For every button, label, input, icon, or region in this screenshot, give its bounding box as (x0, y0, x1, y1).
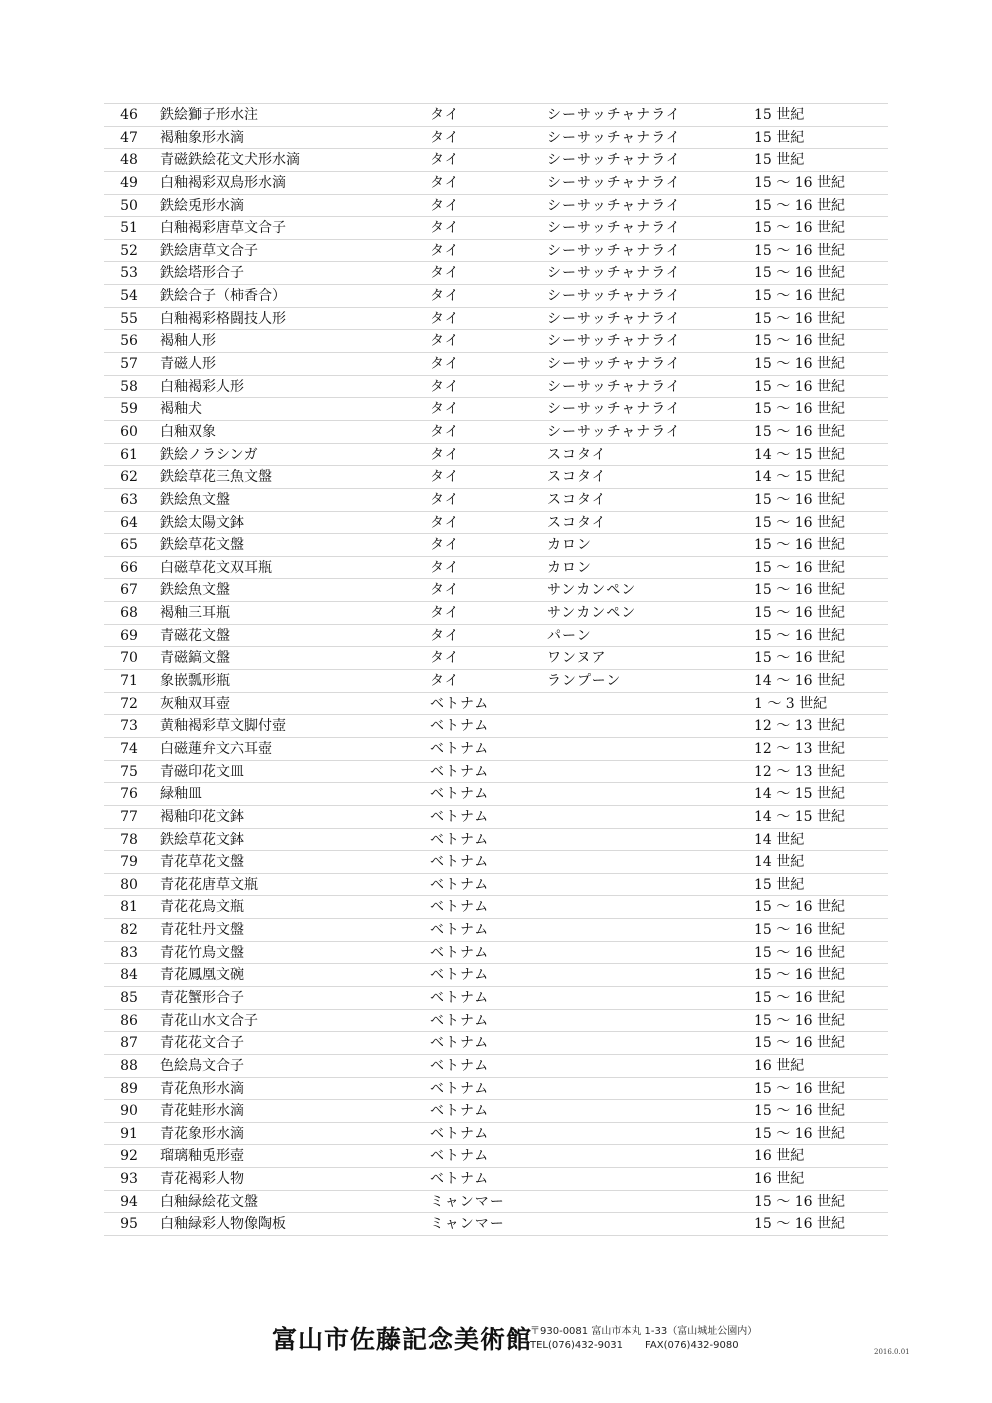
item-number: 53 (120, 265, 138, 282)
item-name: 青花花鳥文瓶 (160, 899, 244, 916)
tel-number: TEL(076)432-9031 (530, 1340, 624, 1351)
address-line: 〒930-0081 富山市本丸 1-33（富山城址公園内） (530, 1326, 758, 1337)
table-row (104, 217, 888, 240)
item-country: タイ (430, 401, 460, 418)
table-row (104, 127, 888, 150)
item-country: タイ (430, 265, 460, 282)
table-row (104, 1145, 888, 1168)
item-period: 15 ～ 16 世紀 (754, 378, 845, 395)
item-kiln: シーサッチャナライ (547, 242, 681, 259)
table-row (104, 104, 888, 127)
item-country: ベトナム (430, 831, 490, 848)
item-country: タイ (430, 582, 460, 599)
item-name: 色絵鳥文合子 (160, 1057, 244, 1074)
item-country: ベトナム (430, 944, 490, 961)
item-period: 15 ～ 16 世紀 (754, 423, 845, 440)
item-country: ベトナム (430, 1171, 490, 1188)
table-row (104, 602, 888, 625)
item-number: 86 (120, 1012, 138, 1029)
item-period: 15 ～ 16 世紀 (754, 1035, 845, 1052)
item-kiln: シーサッチャナライ (547, 129, 681, 146)
item-country: ベトナム (430, 1035, 490, 1052)
item-number: 83 (120, 944, 138, 961)
item-country: タイ (430, 242, 460, 259)
item-name: 緑釉皿 (160, 786, 202, 803)
item-kiln: シーサッチャナライ (547, 174, 681, 191)
item-period: 15 ～ 16 世紀 (754, 899, 845, 916)
item-country: タイ (430, 152, 460, 169)
item-name: 瑠璃釉兎形壺 (160, 1148, 244, 1165)
item-number: 61 (120, 446, 138, 463)
item-period: 14 ～ 16 世紀 (754, 673, 845, 690)
item-name: 青花草花文盤 (160, 854, 244, 871)
table-row (104, 240, 888, 263)
table-row (104, 783, 888, 806)
item-number: 56 (120, 333, 138, 350)
document-code: 2016.0.01 (874, 1348, 910, 1356)
item-kiln: シーサッチャナライ (547, 152, 681, 169)
item-period: 15 ～ 16 世紀 (754, 197, 845, 214)
item-period: 15 ～ 16 世紀 (754, 333, 845, 350)
fax-number: FAX(076)432-9080 (645, 1340, 739, 1351)
table-row (104, 851, 888, 874)
item-kiln: シーサッチャナライ (547, 423, 681, 440)
item-country: タイ (430, 310, 460, 327)
table-row (104, 874, 888, 897)
item-name: 青花山水文合子 (160, 1012, 258, 1029)
item-name: 白釉褐彩唐草文合子 (160, 220, 286, 237)
item-kiln: スコタイ (547, 491, 607, 508)
item-period: 15 ～ 16 世紀 (754, 922, 845, 939)
item-period: 15 ～ 16 世紀 (754, 265, 845, 282)
item-country: タイ (430, 129, 460, 146)
item-kiln: シーサッチャナライ (547, 333, 681, 350)
item-period: 15 世紀 (754, 152, 805, 169)
item-name: 褐釉人形 (160, 333, 216, 350)
item-name: 鉄絵兎形水滴 (160, 197, 244, 214)
item-name: 青花蛙形水滴 (160, 1103, 244, 1120)
museum-address-block (530, 1325, 757, 1353)
item-period: 15 ～ 16 世紀 (754, 1103, 845, 1120)
item-number: 84 (120, 967, 138, 984)
table-row (104, 942, 888, 965)
item-number: 90 (120, 1103, 138, 1120)
item-country: タイ (430, 605, 460, 622)
item-country: ベトナム (430, 876, 490, 893)
item-number: 62 (120, 469, 138, 486)
table-row (104, 466, 888, 489)
item-country: タイ (430, 446, 460, 463)
table-row (104, 489, 888, 512)
item-number: 66 (120, 559, 138, 576)
item-kiln: シーサッチャナライ (547, 107, 681, 123)
item-country: ベトナム (430, 808, 490, 825)
item-name: 褐釉犬 (160, 401, 202, 418)
item-country: タイ (430, 333, 460, 350)
item-number: 75 (120, 763, 138, 780)
item-number: 78 (120, 831, 138, 848)
item-kiln: スコタイ (547, 469, 607, 486)
item-kiln: シーサッチャナライ (547, 401, 681, 418)
item-number: 77 (120, 808, 138, 825)
item-period: 14 ～ 15 世紀 (754, 469, 845, 486)
item-country: ミャンマー (430, 1193, 505, 1210)
item-number: 54 (120, 288, 138, 305)
item-name: 青磁鎬文盤 (160, 650, 230, 667)
contact-line (530, 1339, 757, 1353)
item-kiln: シーサッチャナライ (547, 220, 681, 237)
table-row (104, 715, 888, 738)
item-number: 82 (120, 922, 138, 939)
item-country: ミャンマー (430, 1216, 505, 1233)
item-country: タイ (430, 673, 460, 690)
item-period: 14 ～ 15 世紀 (754, 446, 845, 463)
item-country: タイ (430, 514, 460, 531)
item-period: 15 ～ 16 世紀 (754, 174, 845, 191)
item-period: 15 世紀 (754, 107, 805, 123)
table-row (104, 1123, 888, 1146)
item-country: ベトナム (430, 854, 490, 871)
item-period: 15 ～ 16 世紀 (754, 559, 845, 576)
table-row (104, 1010, 888, 1033)
item-kiln: スコタイ (547, 446, 607, 463)
table-row (104, 579, 888, 602)
table-row (104, 1078, 888, 1101)
item-number: 73 (120, 718, 138, 735)
item-number: 91 (120, 1125, 138, 1142)
item-name: 褐釉印花文鉢 (160, 808, 244, 825)
item-number: 72 (120, 695, 138, 712)
table-row (104, 1032, 888, 1055)
table-row (104, 964, 888, 987)
item-period: 15 ～ 16 世紀 (754, 537, 845, 554)
item-name: 灰釉双耳壺 (160, 695, 230, 712)
item-period: 15 ～ 16 世紀 (754, 967, 845, 984)
item-number: 60 (120, 423, 138, 440)
item-period: 15 ～ 16 世紀 (754, 310, 845, 327)
table-row (104, 308, 888, 331)
item-period: 15 ～ 16 世紀 (754, 605, 845, 622)
table-row (104, 670, 888, 693)
table-row (104, 149, 888, 172)
item-number: 48 (120, 152, 138, 169)
item-period: 14 世紀 (754, 854, 805, 871)
item-name: 褐釉三耳瓶 (160, 605, 230, 622)
item-kiln: サンカンペン (547, 605, 637, 622)
item-name: 鉄絵草花文盤 (160, 537, 244, 554)
item-number: 52 (120, 242, 138, 259)
item-period: 15 ～ 16 世紀 (754, 220, 845, 237)
item-country: ベトナム (430, 718, 490, 735)
item-number: 67 (120, 582, 138, 599)
item-name: 鉄絵魚文盤 (160, 582, 230, 599)
item-country: タイ (430, 197, 460, 214)
item-period: 15 ～ 16 世紀 (754, 1012, 845, 1029)
item-number: 93 (120, 1171, 138, 1188)
item-number: 58 (120, 378, 138, 395)
table-row (104, 285, 888, 308)
item-kiln: シーサッチャナライ (547, 265, 681, 282)
item-country: ベトナム (430, 1080, 490, 1097)
item-kiln: スコタイ (547, 514, 607, 531)
item-name: 鉄絵草花三魚文盤 (160, 469, 272, 486)
item-number: 46 (120, 107, 138, 123)
item-number: 71 (120, 673, 138, 690)
table-row (104, 1213, 888, 1236)
item-period: 15 ～ 16 世紀 (754, 1125, 845, 1142)
item-kiln: シーサッチャナライ (547, 288, 681, 305)
museum-name-logo: 富山市佐藤記念美術館 (272, 1325, 533, 1354)
table-row (104, 1168, 888, 1191)
table-row (104, 1100, 888, 1123)
item-number: 65 (120, 537, 138, 554)
item-period: 15 世紀 (754, 129, 805, 146)
item-name: 褐釉象形水滴 (160, 129, 244, 146)
table-row (104, 330, 888, 353)
item-number: 76 (120, 786, 138, 803)
item-country: ベトナム (430, 1148, 490, 1165)
item-period: 14 ～ 15 世紀 (754, 786, 845, 803)
item-name: 象嵌瓢形瓶 (160, 673, 230, 690)
item-country: ベトナム (430, 786, 490, 803)
table-row (104, 647, 888, 670)
table-row (104, 557, 888, 580)
item-number: 70 (120, 650, 138, 667)
item-country: ベトナム (430, 695, 490, 712)
item-number: 88 (120, 1057, 138, 1074)
item-period: 15 ～ 16 世紀 (754, 1193, 845, 1210)
table-row (104, 195, 888, 218)
item-period: 16 世紀 (754, 1148, 805, 1165)
item-number: 68 (120, 605, 138, 622)
item-country: タイ (430, 220, 460, 237)
item-name: 青磁花文盤 (160, 627, 230, 644)
item-name: 青磁鉄絵花文犬形水滴 (160, 152, 300, 169)
table-row (104, 761, 888, 784)
item-number: 57 (120, 356, 138, 373)
item-number: 74 (120, 740, 138, 757)
item-name: 青花象形水滴 (160, 1125, 244, 1142)
item-number: 59 (120, 401, 138, 418)
item-period: 14 世紀 (754, 831, 805, 848)
item-kiln: シーサッチャナライ (547, 197, 681, 214)
item-number: 63 (120, 491, 138, 508)
item-country: ベトナム (430, 922, 490, 939)
item-country: タイ (430, 107, 460, 123)
item-kiln: カロン (547, 559, 592, 576)
item-country: タイ (430, 356, 460, 373)
item-country: ベトナム (430, 899, 490, 916)
item-name: 白釉褐彩格闘技人形 (160, 310, 286, 327)
table-row (104, 896, 888, 919)
item-country: ベトナム (430, 1103, 490, 1120)
item-country: ベトナム (430, 1012, 490, 1029)
item-kiln: シーサッチャナライ (547, 378, 681, 395)
item-name: 白磁草花文双耳瓶 (160, 559, 272, 576)
item-country: タイ (430, 559, 460, 576)
item-number: 95 (120, 1216, 138, 1233)
item-name: 白釉褐彩双鳥形水滴 (160, 174, 286, 191)
item-name: 青磁印花文皿 (160, 763, 244, 780)
item-period: 15 ～ 16 世紀 (754, 514, 845, 531)
item-name: 黄釉褐彩草文脚付壺 (160, 718, 286, 735)
item-period: 15 ～ 16 世紀 (754, 1080, 845, 1097)
item-number: 89 (120, 1080, 138, 1097)
item-period: 15 ～ 16 世紀 (754, 650, 845, 667)
item-period: 12 ～ 13 世紀 (754, 740, 845, 757)
item-kiln: パーン (547, 627, 592, 644)
item-number: 49 (120, 174, 138, 191)
item-country: ベトナム (430, 1057, 490, 1074)
item-kiln: カロン (547, 537, 592, 554)
item-period: 16 世紀 (754, 1057, 805, 1074)
item-period: 15 ～ 16 世紀 (754, 1216, 845, 1233)
table-row (104, 1191, 888, 1214)
item-period: 12 ～ 13 世紀 (754, 718, 845, 735)
item-name: 青花花唐草文瓶 (160, 876, 258, 893)
table-row (104, 693, 888, 716)
item-name: 青花魚形水滴 (160, 1080, 244, 1097)
table-row (104, 829, 888, 852)
item-name: 鉄絵魚文盤 (160, 491, 230, 508)
item-period: 15 ～ 16 世紀 (754, 582, 845, 599)
item-name: 青磁人形 (160, 356, 216, 373)
item-period: 15 世紀 (754, 876, 805, 893)
item-number: 47 (120, 129, 138, 146)
table-row (104, 172, 888, 195)
table-row (104, 534, 888, 557)
item-country: タイ (430, 537, 460, 554)
item-country: タイ (430, 469, 460, 486)
item-period: 12 ～ 13 世紀 (754, 763, 845, 780)
item-country: ベトナム (430, 763, 490, 780)
item-period: 14 ～ 15 世紀 (754, 808, 845, 825)
item-kiln: シーサッチャナライ (547, 356, 681, 373)
item-name: 青花蟹形合子 (160, 989, 244, 1006)
item-name: 青花褐彩人物 (160, 1171, 244, 1188)
item-name: 鉄絵草花文鉢 (160, 831, 244, 848)
item-period: 16 世紀 (754, 1171, 805, 1188)
item-country: タイ (430, 174, 460, 191)
table-row (104, 919, 888, 942)
item-country: ベトナム (430, 989, 490, 1006)
item-kiln: ワンヌア (547, 650, 607, 667)
item-number: 50 (120, 197, 138, 214)
table-row (104, 398, 888, 421)
table-row (104, 262, 888, 285)
item-name: 青花花文合子 (160, 1035, 244, 1052)
item-name: 白磁蓮弁文六耳壺 (160, 740, 272, 757)
item-name: 鉄絵太陽文鉢 (160, 514, 244, 531)
item-name: 白釉緑絵花文盤 (160, 1193, 258, 1210)
table-row (104, 376, 888, 399)
table-row (104, 444, 888, 467)
item-number: 92 (120, 1148, 138, 1165)
item-period: 15 ～ 16 世紀 (754, 989, 845, 1006)
item-name: 鉄絵合子（柿香合） (160, 288, 286, 305)
item-number: 94 (120, 1193, 138, 1210)
item-period: 1 ～ 3 世紀 (754, 695, 828, 712)
item-kiln: ランプーン (547, 673, 622, 690)
item-country: タイ (430, 423, 460, 440)
item-name: 青花竹鳥文盤 (160, 944, 244, 961)
item-country: タイ (430, 288, 460, 305)
item-period: 15 ～ 16 世紀 (754, 356, 845, 373)
item-kiln: シーサッチャナライ (547, 310, 681, 327)
item-name: 鉄絵獅子形水注 (160, 107, 258, 123)
table-row (104, 738, 888, 761)
item-name: 白釉緑彩人物像陶板 (160, 1216, 286, 1233)
table-row (104, 625, 888, 648)
table-row (104, 353, 888, 376)
item-country: ベトナム (430, 967, 490, 984)
item-country: タイ (430, 491, 460, 508)
table-row (104, 421, 888, 444)
item-kiln: サンカンペン (547, 582, 637, 599)
table-row (104, 1055, 888, 1078)
item-number: 80 (120, 876, 138, 893)
item-number: 79 (120, 854, 138, 871)
item-number: 69 (120, 627, 138, 644)
item-name: 青花牡丹文盤 (160, 922, 244, 939)
item-country: タイ (430, 650, 460, 667)
item-number: 85 (120, 989, 138, 1006)
item-name: 鉄絵唐草文合子 (160, 242, 258, 259)
item-number: 55 (120, 310, 138, 327)
item-name: 白釉双象 (160, 423, 216, 440)
table-row (104, 987, 888, 1010)
item-period: 15 ～ 16 世紀 (754, 242, 845, 259)
item-number: 51 (120, 220, 138, 237)
item-name: 鉄絵ノラシンガ (160, 446, 258, 463)
table-row (104, 512, 888, 535)
item-period: 15 ～ 16 世紀 (754, 944, 845, 961)
catalog-table (104, 103, 888, 1236)
table-row (104, 806, 888, 829)
item-number: 64 (120, 514, 138, 531)
item-country: タイ (430, 378, 460, 395)
item-period: 15 ～ 16 世紀 (754, 401, 845, 418)
item-period: 15 ～ 16 世紀 (754, 491, 845, 508)
item-name: 青花鳳凰文碗 (160, 967, 244, 984)
item-name: 鉄絵塔形合子 (160, 265, 244, 282)
item-period: 15 ～ 16 世紀 (754, 627, 845, 644)
item-period: 15 ～ 16 世紀 (754, 288, 845, 305)
item-country: タイ (430, 627, 460, 644)
item-number: 87 (120, 1035, 138, 1052)
item-country: ベトナム (430, 1125, 490, 1142)
item-number: 81 (120, 899, 138, 916)
item-country: ベトナム (430, 740, 490, 757)
item-name: 白釉褐彩人形 (160, 378, 244, 395)
